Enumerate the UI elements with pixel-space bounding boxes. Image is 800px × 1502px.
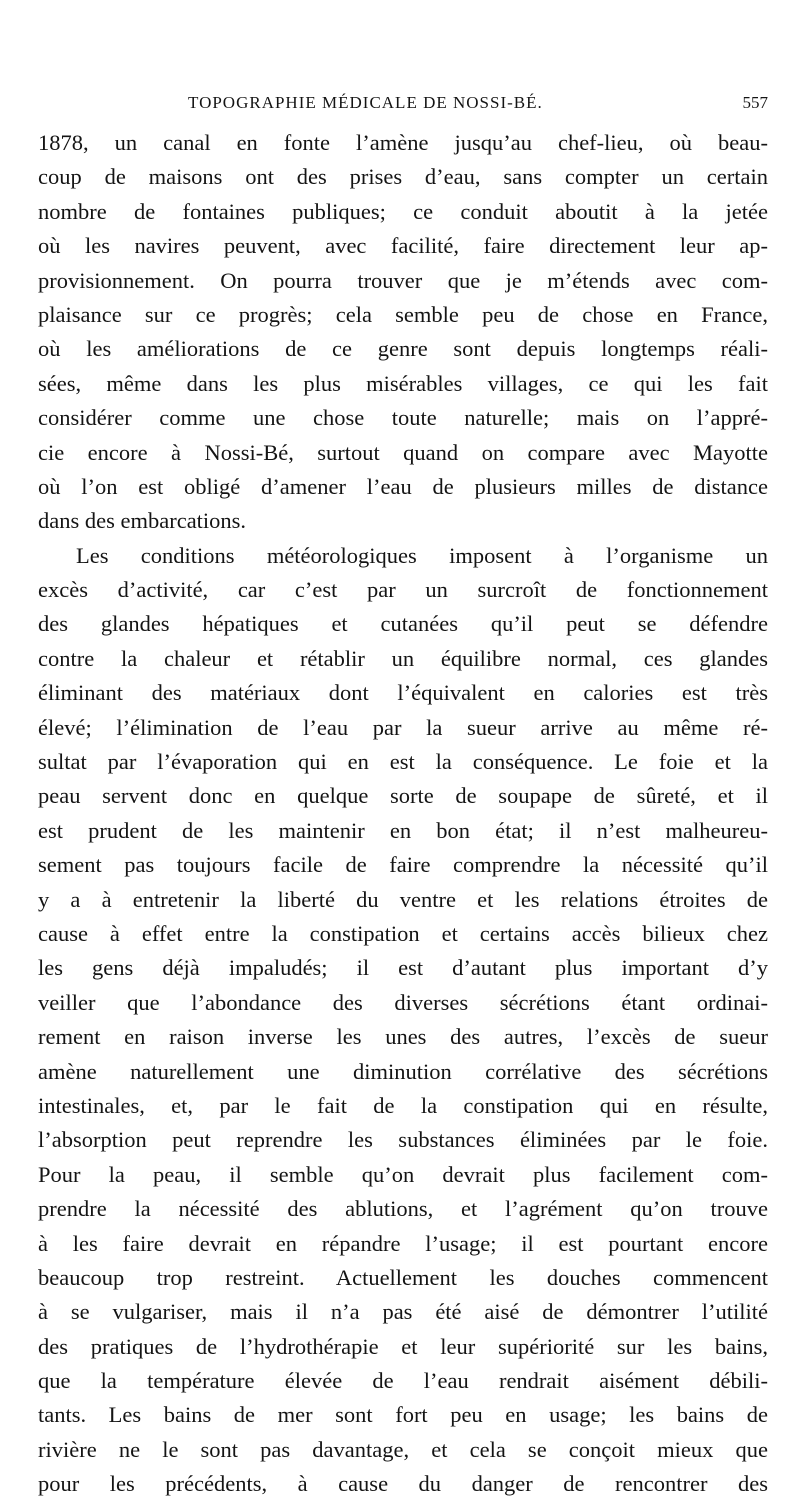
text-line: où les améliorations de ce genre sont depuis longtemps réali- <box>38 336 768 362</box>
body-text <box>38 126 768 1502</box>
text-line: intestinales, et, par le fait de la constipation qui en résulte, <box>38 1092 768 1118</box>
text-line: à se vulgariser, mais il n’a pas été aisé de démontrer l’utilité <box>38 1299 768 1325</box>
text-line: rement en raison inverse les unes des autres, l’excès de sueur <box>38 1024 768 1050</box>
text-line: Pour la peau, il semble qu’on devrait plus facilement com- <box>38 1161 768 1187</box>
text-line: sées, même dans les plus misérables villages, ce qui les fait <box>38 370 768 396</box>
text-line: des pratiques de l’hydrothérapie et leur supériorité sur les bains, <box>38 1333 768 1359</box>
text-line: cie encore à Nossi-Bé, surtout quand on compare avec Mayotte <box>38 439 768 465</box>
text-line: à les faire devrait en répandre l’usage; il est pourtant encore <box>38 1230 768 1256</box>
text-line: élevé; l’élimination de l’eau par la sueur arrive au même ré- <box>38 714 768 740</box>
text-line: y a à entretenir la liberté du ventre et les relations étroites de <box>38 886 768 912</box>
text-line: éliminant des matériaux dont l’équivalent en calories est très <box>38 680 768 706</box>
text-line: tants. Les bains de mer sont fort peu en usage; les bains de <box>38 1402 768 1428</box>
text-line: peau servent donc en quelque sorte de soupape de sûreté, et il <box>38 783 768 809</box>
text-line: coup de maisons ont des prises d’eau, sans compter un certain <box>38 164 768 190</box>
text-line: sement pas toujours facile de faire comprendre la nécessité qu’il <box>38 852 768 878</box>
text-line: l’absorption peut reprendre les substances éliminées par le foie. <box>38 1127 768 1153</box>
text-line: 1878, un canal en fonte l’amène jusqu’au chef-lieu, où beau- <box>38 130 768 155</box>
text-line: cause à effet entre la constipation et certains accès bilieux chez <box>38 920 768 946</box>
text-line: où les navires peuvent, avec facilité, faire directement leur ap- <box>38 233 768 259</box>
running-head <box>38 93 768 119</box>
text-line: veiller que l’abondance des diverses sécrétions étant ordinai- <box>38 989 768 1015</box>
text-line: est prudent de les maintenir en bon état; il n’est malheureu- <box>38 817 768 843</box>
text-line: sultat par l’évaporation qui en est la conséquence. Le foie et la <box>38 749 768 775</box>
text-line: les gens déjà impaludés; il est d’autant plus important d’y <box>38 955 768 981</box>
running-title: TOPOGRAPHIE MÉDICALE DE NOSSI-BÉ. <box>188 93 543 112</box>
text-line: plaisance sur ce progrès; cela semble peu de chose en France, <box>38 301 768 327</box>
page-number: 557 <box>742 93 768 112</box>
text-line: considérer comme une chose toute naturelle; mais on l’appré- <box>38 405 768 431</box>
text-line: que la température élevée de l’eau rendrait aisément débili- <box>38 1368 768 1394</box>
text-line: rivière ne le sont pas davantage, et cela se conçoit mieux que <box>38 1436 768 1462</box>
text-line: excès d’activité, car c’est par un surcroît de fonctionnement <box>38 577 768 603</box>
text-line: des glandes hépatiques et cutanées qu’il peut se défendre <box>38 611 768 637</box>
paragraph-start-line: Les conditions météorologiques imposent à l’organisme un <box>76 542 768 568</box>
text-line: prendre la nécessité des ablutions, et l’agrément qu’on trouve <box>38 1196 768 1222</box>
text-line: nombre de fontaines publiques; ce conduit aboutit à la jetée <box>38 198 768 224</box>
text-line: amène naturellement une diminution corrélative des sécrétions <box>38 1058 768 1084</box>
text-line: où l’on est obligé d’amener l’eau de plusieurs milles de distance <box>38 473 768 499</box>
text-line: provisionnement. On pourra trouver que je m’étends avec com- <box>38 267 768 293</box>
text-line: pour les précédents, à cause du danger de rencontrer des <box>38 1471 768 1497</box>
text-line: beaucoup trop restreint. Actuellement les douches commencent <box>38 1264 768 1290</box>
text-line: contre la chaleur et rétablir un équilibre normal, ces glandes <box>38 645 768 671</box>
paragraph-end-line: dans des embarcations. <box>38 508 247 534</box>
